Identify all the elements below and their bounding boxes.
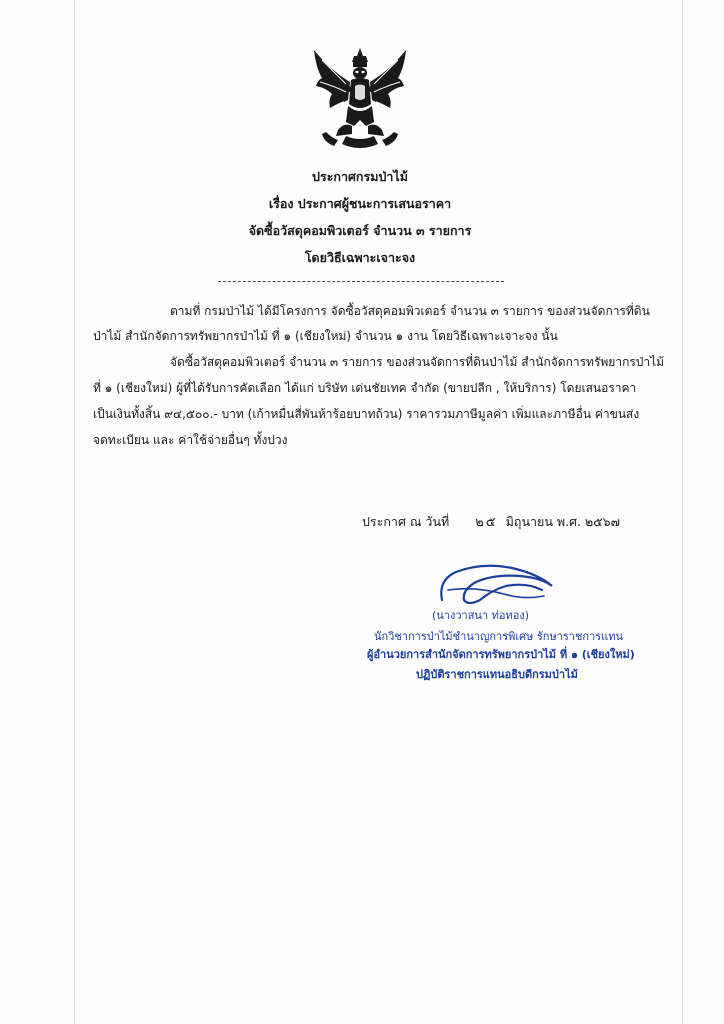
garuda-emblem-icon [308, 42, 412, 152]
handwritten-signature [434, 560, 564, 610]
signatory-acting-for: ผู้อำนวยการสำนักจัดการทรัพยากรป่าไม้ ที่ ๑ (เชียงใหม่) [367, 648, 635, 661]
divider-line [218, 281, 504, 282]
body-paragraph-1-line-1: ตามที่ กรมป่าไม้ ได้มีโครงการ จัดซื้อวัสดุคอมพิวเตอร์ จำนวน ๓ รายการ ของส่วนจัดการที่ดิน [170, 304, 650, 318]
body-paragraph-2-line-1: จัดซื้อวัสดุคอมพิวเตอร์ จำนวน ๓ รายการ ของส่วนจัดการที่ดินป่าไม้ สำนักจัดการทรัพยากรป่าไม้ [170, 355, 665, 369]
announcement-subject: เรื่อง ประกาศผู้ชนะการเสนอราคา [268, 196, 452, 211]
signatory-on-behalf: ปฏิบัติราชการแทนอธิบดีกรมป่าไม้ [416, 668, 578, 681]
body-paragraph-2-line-2: ที่ ๑ (เชียงใหม่) ผู้ที่ได้รับการคัดเลือก ได้แก่ บริษัท เด่นชัยเทค จำกัด (ขายปลีก , ให้บริการ) โดยเสนอราคา [93, 381, 637, 395]
body-paragraph-1-line-2: ป่าไม้ สำนักจัดการทรัพยากรป่าไม้ ที่ ๑ (เชียงใหม่) จำนวน ๑ งาน โดยวิธีเฉพาะเจาะจง นั้น [93, 329, 558, 343]
body-paragraph-2-line-4: จดทะเบียน และ ค่าใช้จ่ายอื่นๆ ทั้งปวง [93, 433, 288, 447]
announcement-item: จัดซื้อวัสดุคอมพิวเตอร์ จำนวน ๓ รายการ [248, 223, 472, 238]
announcement-agency: ประกาศกรมป่าไม้ [312, 169, 408, 184]
date-month-year: มิถุนายน พ.ศ. ๒๕๖๗ [505, 514, 620, 529]
announcement-method: โดยวิธีเฉพาะเจาะจง [304, 250, 416, 265]
date-prefix: ประกาศ ณ วันที่ [362, 514, 450, 529]
date-day: ๒๕ [475, 515, 498, 530]
announcement-date [362, 511, 620, 532]
signatory-position: นักวิชาการป่าไม้ชำนาญการพิเศษ รักษาราชการแทน [374, 630, 624, 643]
signatory-name: (นางวาสนา ท่อทอง) [432, 609, 529, 622]
scan-edge-left [74, 0, 75, 1024]
body-paragraph-2-line-3: เป็นเงินทั้งสิ้น ๙๔,๕๐๐.- บาท (เก้าหมื่นสี่พันห้าร้อยบาทถ้วน) ราคารวมภาษีมูลค่า เพิ่มและภาษีอื่น ค่าขนส่ง [93, 407, 640, 421]
scan-edge-right [682, 0, 683, 1024]
